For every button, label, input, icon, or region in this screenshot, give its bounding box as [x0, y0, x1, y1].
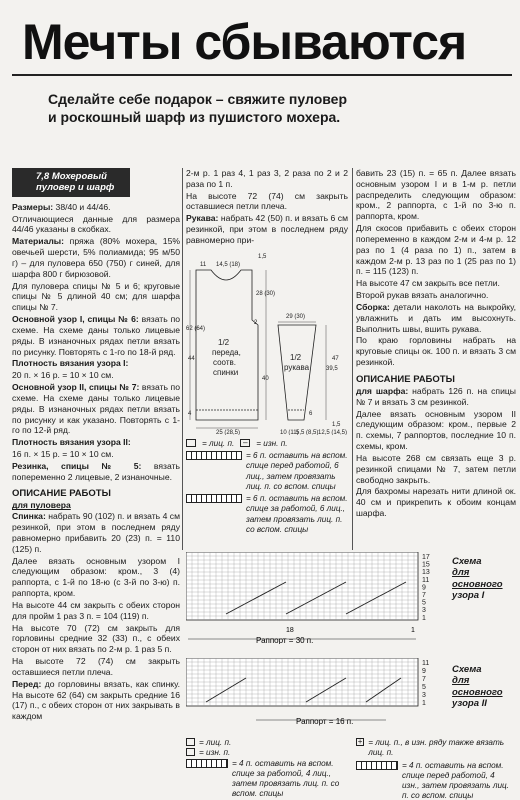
dimension-label: 28 (30) [256, 290, 276, 297]
subtitle [48, 90, 468, 126]
paragraph [12, 370, 180, 381]
chart-1-label [452, 556, 520, 602]
scarf-instructions [356, 386, 516, 519]
paragraph [12, 449, 180, 460]
paragraph [356, 409, 516, 452]
pattern-label: рукава [284, 362, 310, 372]
chart-1-label-line1: Схема [452, 556, 482, 567]
paragraph [12, 314, 180, 357]
row-number: 17 [422, 554, 430, 561]
paragraph-lead: Резинка, спицы № 5: [12, 460, 142, 471]
paragraph [356, 335, 516, 367]
legend-2-right [356, 738, 514, 800]
paragraph-text: набрать 90 (102) п. и вязать 4 см резинкой, при этом в последнем ряду равномерно прибавить 20 (23) п. = 110 (125) п. [12, 511, 180, 554]
paragraph [356, 453, 516, 485]
chart-2-label-line3: узора II [452, 698, 487, 710]
legend-purl: = изн. п. [256, 438, 288, 448]
legend-knit: = лиц. п. [202, 438, 235, 448]
dimension-label: 47 [332, 355, 339, 362]
row-number: 1 [422, 700, 426, 707]
paragraph-text: бавить 23 (15) п. = 65 п. Далее вязать основным узором I и в 1-м р. петли распределить следующим образом: кром., 2 раппорта, с 1-й по 3-ю п. раппорта, кром. [356, 168, 516, 222]
paragraph-text: Для пуловера спицы № 5 и 6; круговые спицы № 5 длиной 40 см; для шарфа спицы № 7. [12, 280, 180, 313]
paragraph-text: Отличающиеся данные для размера 44/46 указаны в скобках. [12, 213, 180, 235]
paragraph-text: По краю горловины набрать на круговые спицы ок. 100 п. и вязать 3 см резинкой. [356, 335, 516, 368]
paragraph [12, 214, 180, 236]
dimension-label: 29 (30) [286, 313, 306, 320]
paragraph [12, 236, 180, 279]
paragraph-text: На высоте 268 см связать еще 3 р. резинкой спицами № 7, затем петли свободно закрыть. [356, 452, 516, 485]
paragraph-text: пряжа (80% мохера, 15% овечьей шерсти, 5% полиамида; 95 м/50 г) – для пуловера 650 (750) г синей, для шарфа 800 г бирюзовой. [12, 236, 180, 279]
chart-pattern-1 [186, 552, 446, 644]
row-number: 11 [422, 576, 430, 584]
column-1 [12, 168, 180, 723]
paragraph [12, 679, 180, 722]
dimension-label: 5,5 (8,5) [296, 429, 319, 435]
pattern-label: спинки [213, 367, 239, 377]
row-number: 13 [422, 569, 430, 577]
paragraph [356, 302, 516, 334]
paragraph-text: Для бахромы нарезать нити длиной ок. 40 см и прикрепить к обоим концам шарфа. [356, 486, 516, 518]
legend2-cable-front: = 4 п. оставить на вспом. спице перед работой, 4 изн., затем провязать лиц. п. со вспом. спицы [402, 760, 510, 800]
column-2 [186, 168, 348, 535]
paragraph-text: вязать попеременно 2 лицевые, 2 изнаночные. [12, 460, 180, 482]
paragraph-text: На высоте 47 см закрыть все петли. [356, 278, 500, 289]
paragraph-lead: Спинка: [12, 511, 46, 522]
paragraph-lead: для шарфа: [356, 385, 409, 396]
subtitle-line-2: и роскошный шарф из пушистого мохера. [48, 109, 341, 125]
sleeve-piece-outline [278, 325, 316, 420]
dimension-label: 6 [309, 410, 313, 417]
paragraph [186, 191, 348, 213]
paragraph-text: набрать 126 п. на спицы № 7 и вязать 3 см резинкой. [356, 385, 516, 407]
paragraph [12, 600, 180, 622]
cable-front-symbol [186, 451, 242, 460]
paragraph-lead: Плотность вязания узора II: [12, 437, 131, 448]
legend-cable-front: = 6 п. оставить на вспом. спице перед работой, 6 лиц., затем провязать лиц. п. со вспом. спицы [246, 451, 348, 491]
paragraph [12, 461, 180, 483]
dimension-label: 25 (28,5) [216, 429, 241, 435]
paragraph-text: На высоте 44 см закрыть с обеих сторон для пройм 1 раз 3 п. = 104 (119) п. [12, 599, 180, 621]
legend2-plus: = лиц. п., в изн. ряду также вязать лиц. п. [368, 738, 505, 758]
pullover-instructions [12, 511, 180, 722]
paragraph-lead: Рукава: [186, 213, 219, 224]
paragraph [12, 281, 180, 313]
knit-stitch-symbol [186, 439, 196, 447]
pullover-subheading: для пуловера [12, 500, 71, 511]
dimension-label: 4 [188, 410, 192, 417]
pattern-label: 1/2 [290, 352, 302, 362]
legend-2-left [186, 738, 350, 800]
cable-symbol-2 [186, 759, 228, 768]
paragraph [356, 290, 516, 301]
paragraph [12, 623, 180, 655]
column-divider [182, 168, 183, 550]
cable-back-symbol [186, 494, 242, 503]
pattern-label: переда, [212, 347, 241, 357]
paragraph-lead: Материалы: [12, 236, 65, 247]
scarf-heading: ОПИСАНИЕ РАБОТЫ [356, 373, 455, 385]
dimension-label: 11 [200, 261, 207, 268]
row-number: 3 [422, 692, 426, 699]
legend2-purl: = изн. п. [199, 748, 231, 758]
paragraph [356, 278, 516, 289]
paragraph-text: Второй рукав вязать аналогично. [356, 290, 489, 301]
chart-2-label [452, 664, 520, 710]
paragraph [186, 213, 348, 245]
dimension-label: 10 (11) [280, 429, 299, 435]
paragraph [12, 511, 180, 554]
column-divider [352, 168, 353, 550]
paragraph-text: Далее вязать основным узором II следующим образом: кром., первые 2 п. схемы, 7 раппортов, последние 10 п. схемы, кром. [356, 408, 516, 452]
paragraph-lead: Основной узор II, спицы № 7: [12, 382, 140, 393]
row-number: 7 [422, 592, 426, 599]
row-number: 11 [422, 660, 430, 667]
dimension-label: 1,5 [258, 253, 267, 260]
legend-cable-back: = 6 п. оставить на вспом. спице за работой, 6 лиц., затем провязать лиц. п. со вспом. спицы [246, 494, 348, 534]
paragraph-lead: Размеры: [12, 201, 54, 212]
paragraph-text: 20 п. × 16 р. = 10 × 10 см. [12, 370, 114, 381]
paragraph-text: вязать по схеме. На схеме даны только лицевые ряды. В изнаночных рядах петли вязать по рисунку и как указано. Повторять с 1-го по 12-й ряд. [12, 382, 180, 436]
chart-2-label-line2: для основного [452, 675, 503, 698]
dimension-label: 12,5 (14,5) [318, 429, 348, 435]
row-number: 5 [422, 684, 426, 691]
paragraph-lead: Основной узор I, спицы № 6: [12, 314, 139, 325]
rapport-2: Раппорт = 16 п. [296, 717, 354, 726]
chart-2-label-line1: Схема [452, 664, 482, 675]
bottom-number-1: 1 [411, 627, 415, 634]
dimension-label: 40 [262, 375, 269, 382]
page-title: Мечты сбываются [22, 14, 467, 70]
rapport-1: Раппорт = 30 п. [256, 636, 314, 644]
paragraph [356, 386, 516, 408]
paragraph-text: Для скосов прибавить с обеих сторон попеременно в каждом 2-м и 4-м р. 12 раз по 1 (4 раза по 1) п., затем в каждом 2-м р. 13 раз по 1 (25 раз по 1) п. = 115 (123) п. [356, 223, 516, 277]
dimension-label: 39,5 [326, 365, 338, 372]
paragraph [356, 223, 516, 277]
legend-1 [186, 439, 348, 535]
paragraph-text: вязать по схеме. На схеме даны только лицевые ряды. В изнаночных рядах петли вязать по рисунку. Повторять с 1-го по 18-й ряд. [12, 314, 180, 357]
paragraph-text: 2-м р. 1 раз 4, 1 раз 3, 2 раза по 2 и 2 раза по 1 п. [186, 168, 348, 189]
purl-stitch-symbol: – [240, 439, 250, 447]
dimension-label: 62 (64) [186, 325, 206, 332]
pattern-schematic [186, 250, 348, 435]
row-number: 3 [422, 607, 426, 615]
row-number: 7 [422, 676, 426, 683]
materials-block [12, 202, 180, 483]
pattern-label: соотв. [213, 357, 236, 367]
subtitle-line-1: Сделайте себе подарок – свяжите пуловер [48, 91, 348, 107]
paragraph [12, 358, 180, 369]
paragraph [12, 382, 180, 436]
legend2-cable: = 4 п. оставить на вспом. спице за работой, 4 лиц., затем провязать лиц. п. со вспом. спицы [232, 758, 340, 799]
paragraph-lead: Сборка: [356, 301, 390, 312]
row-number: 9 [422, 668, 426, 675]
row-number: 1 [422, 614, 426, 622]
row-number: 9 [422, 584, 426, 592]
paragraph [12, 202, 180, 213]
paragraph-text: набрать 42 (50) п. и вязать 6 см резинкой, при этом в последнем ряду равномерно при- [186, 213, 348, 245]
row-number: 5 [422, 599, 426, 607]
chart-1-label-line3: узора I [452, 590, 485, 602]
chart-pattern-2 [186, 658, 446, 734]
paragraph [12, 437, 180, 448]
bottom-number-18: 18 [286, 627, 294, 634]
row-number: 15 [422, 561, 430, 569]
knit-symbol-2 [186, 738, 195, 746]
pullover-instructions-cont [186, 168, 348, 246]
dimension-label: 44 [188, 355, 195, 362]
purl-symbol-2 [186, 748, 195, 756]
sleeve-instructions [356, 168, 516, 368]
paragraph-text: до горловины вязать, как спинку. На высоте 62 (64) см закрыть средние 16 (17) п., с обеих сторон от них закрывать в каждом [12, 678, 180, 722]
paragraph-text: детали наколоть на выкройку, увлажнить и дать им высохнуть. Выполнить швы, вшить рукава. [356, 301, 516, 334]
paragraph-lead: Плотность вязания узора I: [12, 358, 129, 369]
paragraph-text: На высоте 72 (74) см закрыть оставшиеся петли плеча. [12, 656, 180, 677]
dimension-label: 14,5 (18) [216, 261, 241, 268]
work-description-heading: ОПИСАНИЕ РАБОТЫ [12, 488, 111, 500]
paragraph [12, 656, 180, 678]
chart-1-label-line2: для основного [452, 567, 503, 590]
paragraph-lead: Перед: [12, 678, 42, 689]
dimension-label: 2 [254, 319, 258, 326]
paragraph-text: Далее вязать основным узором I следующим образом: кром., 3 (4) раппорта, с 1-й по 18-ю (с 3-й по 3-ю) п. раппорта, кром. [12, 555, 180, 599]
paragraph [356, 486, 516, 518]
column-3 [356, 168, 516, 520]
section-header: 7,8 Мохеровый пуловер и шарф [12, 168, 130, 197]
plus-stitch-symbol: + [357, 737, 363, 746]
legend2-knit: = лиц. п. [199, 738, 232, 747]
paragraph [356, 168, 516, 222]
dimension-label: 1,5 [332, 421, 341, 428]
paragraph-text: На высоте 70 (72) см закрыть для горловины средние 32 (33) п., с обеих сторон от них вязать по 2-м р. 1 раз 5 п. [12, 622, 180, 655]
paragraph [12, 556, 180, 599]
pattern-label: 1/2 [218, 337, 230, 347]
title-divider [12, 74, 512, 76]
paragraph [186, 168, 348, 190]
paragraph-text: 16 п. × 15 р. = 10 × 10 см. [12, 449, 114, 459]
paragraph-text: На высоте 72 (74) см закрыть оставшиеся петли плеча. [186, 190, 348, 212]
cable-front-symbol-2 [356, 761, 398, 770]
paragraph-text: 38/40 и 44/46. [53, 201, 111, 212]
